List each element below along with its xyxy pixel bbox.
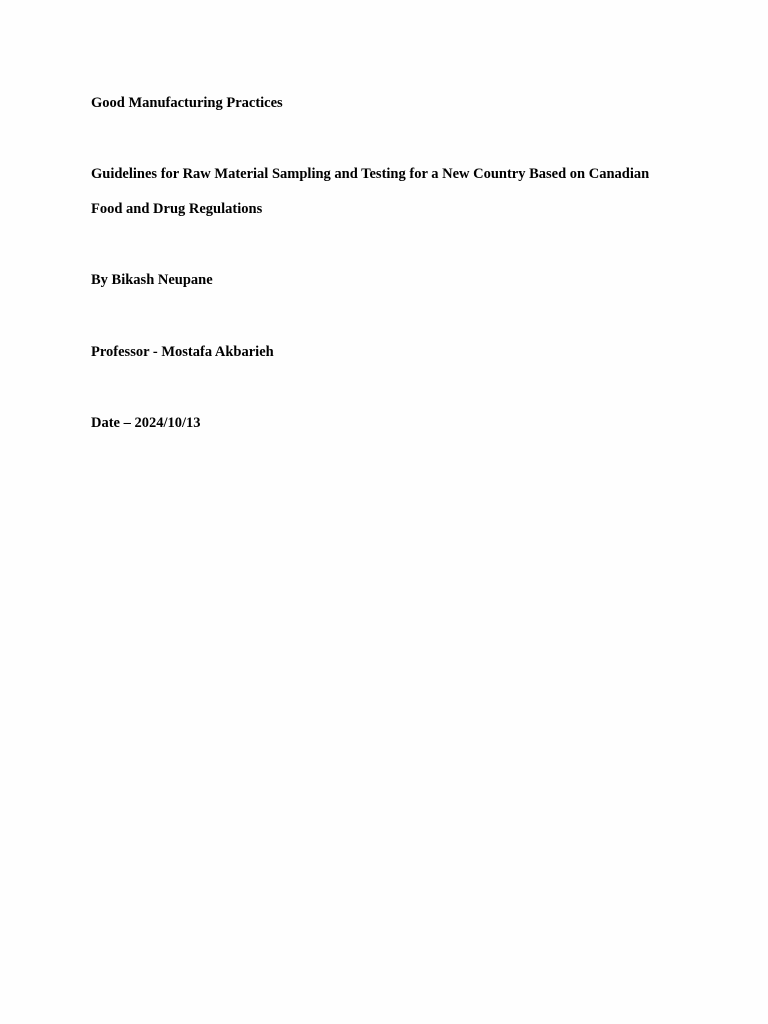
title-line-2: Food and Drug Regulations: [91, 201, 263, 217]
title-line-1: Guidelines for Raw Material Sampling and Testing for a New Country Based on Canadian: [91, 166, 650, 182]
document-header: Good Manufacturing Practices: [91, 95, 283, 111]
date-line: Date – 2024/10/13: [91, 415, 201, 431]
author-line: By Bikash Neupane: [91, 272, 213, 288]
professor-line: Professor - Mostafa Akbarieh: [91, 344, 274, 360]
